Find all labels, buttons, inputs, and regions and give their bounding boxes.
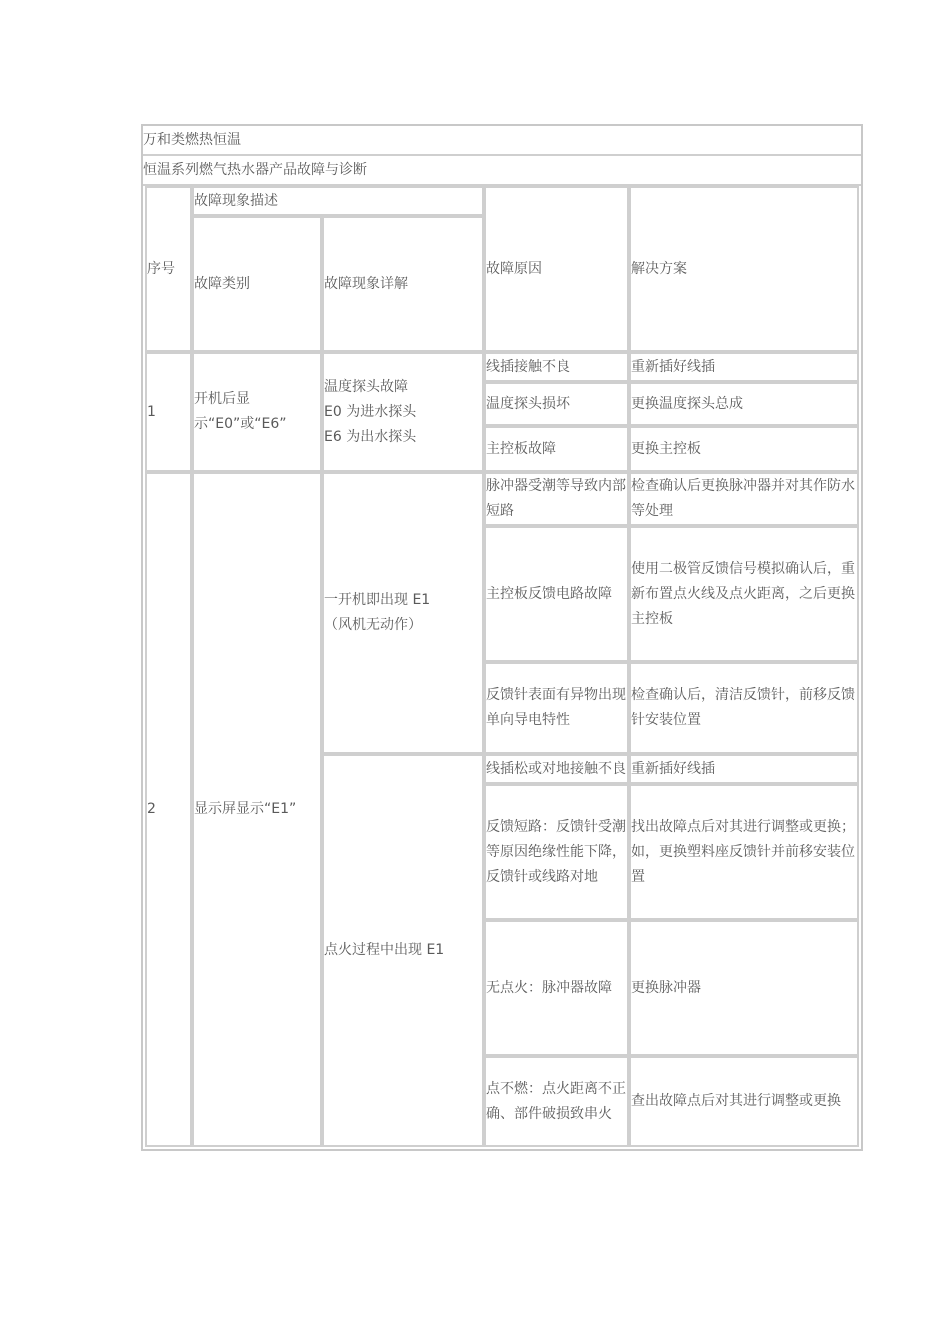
title-row [143,126,861,156]
row1-cause-1: 线插接触不良 [484,352,629,382]
row1-solution-3: 更换主控板 [629,426,859,472]
row2b-cause-1: 线插松或对地接触不良 [484,754,629,784]
row2a-solution-3: 检查确认后，清洁反馈针，前移反馈针安装位置 [629,662,859,754]
row2-seq: 2 [145,472,192,1147]
row2a-cause-1: 脉冲器受潮等导致内部短路 [484,472,629,526]
row1-detail: 温度探头故障 E0 为进水探头 E6 为出水探头 [322,352,484,472]
row2a-solution-1: 检查确认后更换脉冲器并对其作防水等处理 [629,472,859,526]
row2b-solution-2: 找出故障点后对其进行调整或更换；如，更换塑料座反馈针并前移安装位置 [629,784,859,920]
row2a-cause-2: 主控板反馈电路故障 [484,526,629,662]
header-seq: 序号 [145,186,192,352]
row2b-cause-3: 无点火：脉冲器故障 [484,920,629,1056]
row1-cause-2: 温度探头损坏 [484,382,629,426]
row1-solution-2: 更换温度探头总成 [629,382,859,426]
row2b-cause-2: 反馈短路：反馈针受潮等原因绝缘性能下降，反馈针或线路对地 [484,784,629,920]
row2-detail-a: 一开机即出现 E1 （风机无动作） [322,472,484,754]
header-solution: 解决方案 [629,186,859,352]
row1-solution-1: 重新插好线插 [629,352,859,382]
table-subtitle: 恒温系列燃气热水器产品故障与诊断 [143,161,367,178]
row1-seq: 1 [145,352,192,472]
header-category: 故障类别 [192,216,322,352]
row2-category: 显示屏显示“E1” [192,472,322,1147]
row2b-solution-3: 更换脉冲器 [629,920,859,1056]
row2b-solution-4: 查出故障点后对其进行调整或更换 [629,1056,859,1147]
row2b-solution-1: 重新插好线插 [629,754,859,784]
row2-detail-b: 点火过程中出现 E1 [322,754,484,1147]
header-group: 故障现象描述 [192,186,484,216]
row2a-solution-2: 使用二极管反馈信号模拟确认后，重新布置点火线及点火距离，之后更换主控板 [629,526,859,662]
row2a-cause-3: 反馈针表面有异物出现单向导电特性 [484,662,629,754]
header-detail: 故障现象详解 [322,216,484,352]
row1-cause-3: 主控板故障 [484,426,629,472]
subtitle-row [143,156,861,186]
row1-category: 开机后显示“E0”或“E6” [192,352,322,472]
header-cause: 故障原因 [484,186,629,352]
table-title: 万和类燃热恒温 [143,131,241,148]
row2b-cause-4: 点不燃：点火距离不正确、部件破损致串火 [484,1056,629,1147]
